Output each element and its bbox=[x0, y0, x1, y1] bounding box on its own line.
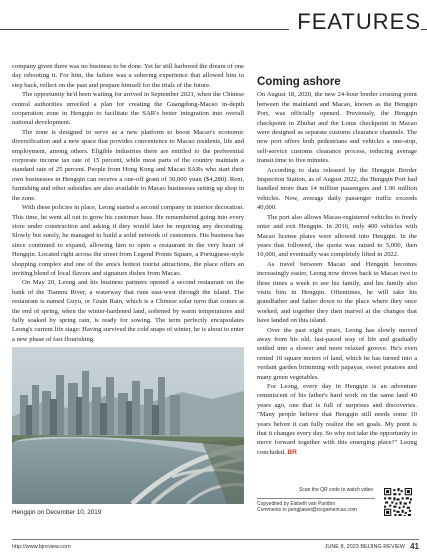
paragraph: According to data released by the Hengqin Border Inspection Station, as of August 2022, the Hengqin Port had handled more than 14 million passengers and 1.96 million vehicles. Now, average daily passenger traffic exceeds 40,000. bbox=[257, 166, 417, 212]
scan-instruction: Scan the QR code to watch video bbox=[299, 487, 374, 493]
paragraph: On May 20, Leong and his business partners opened a second restaurant on the bank of the Tianmu River, a waterway that runs east-west through the island. The restaurant is named Guyu, or Grain Rain, which is a Chinese solar term that comes at the end of spring, when the winter-hardened land, softened by warm temperatures and fully soaked by spring rain, is ready for sowing. The term perfectly encapsulates Leong's current life stage: Having survived the cold snaps of winter, he is about to enter a new phase of fast flourishing. bbox=[12, 279, 244, 343]
paragraph-text: For Leong, every day in Hengqin is an adventure reminiscent of his father's hard work on the same land 40 years ago, one that is full of surprises and discoveries. "Many people believe that Hengqin still needs some 10 years before it can fully realize the set goals. My point is that it changes every day. So why not take the opportunity to move forward together with this emerging place?" Leong concluded. bbox=[257, 383, 417, 456]
paragraph: As travel between Macao and Hengqin becomes increasingly easier, Leong now drives back to Macao two to three times a week to see his family, and his family also visits him in Hengqin. Oftentimes, he will take his grandfather and father down to the place where they once worked, and together they then marvel at the changes that have landed on this island. bbox=[257, 260, 417, 325]
paragraph: The port also allows Macao-registered vehicles to freely enter and exit Hengqin. In 2016, only 400 vehicles with Macao license plates were allowed into Hengqin. In the years that followed, the quota was raised to 5,000, then 10,000, and eventually was completely lifted in 2022. bbox=[257, 213, 417, 259]
right-text-column bbox=[257, 78, 417, 457]
paragraph: The zone is designed to serve as a new platform to boost Macao's economic diversification and a new space that provides convenience to Macao residents, life and employment, among others. Eligible industries there are entitled to the preferential corporate income tax rate of 15 percent, while most parts of the country maintain a standard rate of 25 percent. People from Hong Kong and Macao SARs who start their own businesses in Hengqin can receive a one-off grant of 30,000 yuan ($4,280). Rent, furnishing and other subsidies are also available to Macao businesses setting up shop in the zone. bbox=[12, 128, 244, 202]
city-skyline-illustration bbox=[12, 347, 244, 504]
paragraph-last bbox=[257, 382, 417, 457]
paragraph: Over the past eight years, Leong has slowly moved away from his old, fast-paced way of life and gradually settled into a slower and more relaxed groove. He's even rented 10 square meters of land, which he has turned into a verdant garden brimming with papayas, sweet potatoes and many green vegetables. bbox=[257, 326, 417, 381]
copyedit-credit: Copyedited by Elsbeth van Paridon bbox=[257, 501, 336, 507]
section-title: FEATURES bbox=[289, 9, 421, 35]
comments-contact[interactable]: Comments to pengjiawei@cicgamericas.com bbox=[257, 507, 357, 513]
qr-info-box bbox=[257, 487, 417, 525]
photo-caption: Hengqin on December 10, 2019 bbox=[12, 509, 102, 516]
qr-code-icon[interactable] bbox=[383, 487, 413, 517]
qr-divider bbox=[257, 498, 375, 499]
paragraph: The opportunity he'd been waiting for arrived in September 2021, when the Chinese central authorities unveiled a plan for creating the Guangdong-Macao in-depth cooperation zone in Hengqin to facilitate the SAR's better integration into overall national development. bbox=[12, 91, 244, 127]
paragraph: On August 18, 2020, the new 24-hour border crossing point between the mainland and Macao, known as the Hengqin Port, was officially opened. Previously, the Hengqin checkpoint in Zhuhai and the Lotus checkpoint in Macao were designed as separate customs clearance channels. The new port offers both pedestrians and vehicles a one-stop, self-service customs clearance process, reducing average transit time to five minutes. bbox=[257, 91, 417, 165]
website-url[interactable]: http://www.bjreview.com bbox=[12, 544, 71, 550]
issue-date: JUNE 8, 2023 BEIJING REVIEW bbox=[324, 544, 405, 550]
section-header bbox=[0, 3, 427, 43]
paragraph: With these policies in place, Leong started a second company in interior decoration. This time, he went all out to grow his customer base. He remembered going into every store under construction and asking if they would later be requiring any decorating. Slowly but surely, he managed to build a solid network of customers. His business has since continued to expand, allowing him to open a restaurant in the very heart of Hengqin. Located right across the street from Legend Pointe Square, a Portuguese-style shopping complex and one of the area's hottest tourist attractions, the place offers an inviting blend of local flavors and signature dishes from Macao. bbox=[12, 204, 244, 277]
end-mark: BR bbox=[287, 448, 297, 456]
left-text-column bbox=[12, 62, 244, 344]
page-footer bbox=[12, 539, 419, 554]
subheading: Coming ashore bbox=[257, 76, 341, 88]
hengqin-aerial-photo bbox=[12, 347, 244, 504]
paragraph: company given there was no business to be done. Yet he still harbored the dream of one day rebooting it. For him, the failure was a sobering experience that allowed him to step back, reflect on the past and prepare himself for the trials of the future. bbox=[12, 63, 244, 89]
page-number: 41 bbox=[410, 542, 419, 551]
